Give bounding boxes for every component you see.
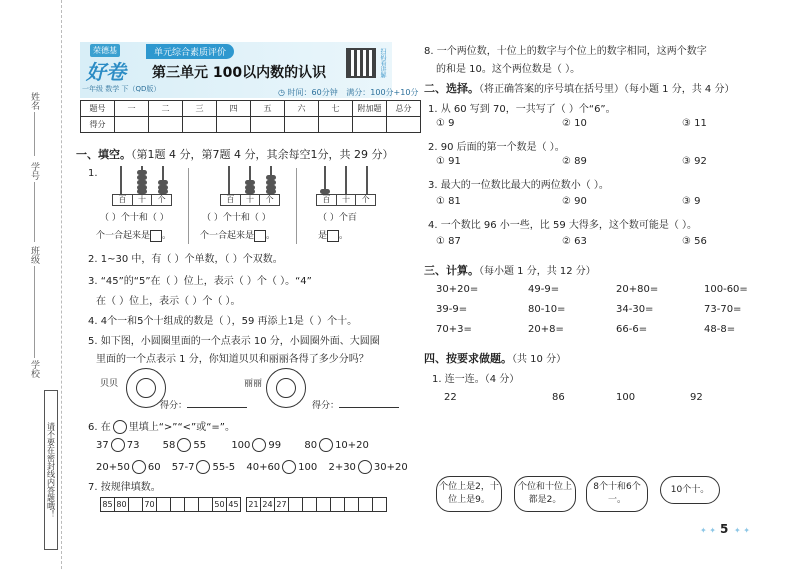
full-score: 满分：100分+10分: [346, 88, 419, 97]
abacus-label: 个: [361, 195, 370, 204]
calc-item[interactable]: 73-70=: [704, 304, 742, 315]
score-cell[interactable]: [149, 117, 183, 133]
table-cell: 七: [319, 101, 353, 117]
answer-box[interactable]: [150, 230, 162, 242]
table-cell: 五: [251, 101, 285, 117]
section-3-note: （每小题 1 分，共 12 分）: [479, 266, 596, 277]
section-2-note: （将正确答案的序号填在括号里）（每小题 1 分，共 4 分）: [479, 84, 735, 95]
abacus-3: [316, 166, 376, 216]
option[interactable]: ③ 56: [682, 236, 707, 247]
qr-code-icon[interactable]: [346, 48, 376, 78]
choice-3: 3. 最大的一位数比最大的两位数小（ ）。: [428, 180, 609, 191]
table-cell: 四: [217, 101, 251, 117]
score-table: [80, 100, 421, 133]
calc-item[interactable]: 34-30=: [616, 304, 654, 315]
score-label-text: 得分：: [312, 401, 340, 411]
table-cell: 总分: [387, 101, 421, 117]
score-cell[interactable]: [319, 117, 353, 133]
link-number[interactable]: 22: [444, 392, 457, 403]
score-cell[interactable]: [285, 117, 319, 133]
seq-cell: 21: [247, 498, 261, 512]
calc-item[interactable]: 70+3=: [436, 324, 472, 335]
sequence-table: [100, 497, 387, 512]
compare-right: 10+20: [335, 440, 369, 451]
table-cell: 题号: [81, 101, 115, 117]
abacus-label: 百: [113, 195, 133, 205]
seal-slogan: 请不要在密封线内答题哦！: [44, 390, 58, 550]
abacus-label: 百: [317, 195, 337, 205]
calc-item[interactable]: 20+8=: [528, 324, 564, 335]
calc-item[interactable]: 30+20=: [436, 284, 479, 295]
page-title: 第三单元 100以内数的认识: [152, 65, 327, 81]
compare-left: 2+30: [328, 462, 356, 473]
q1-number: 1.: [88, 168, 98, 179]
target-inner-lili: [276, 378, 296, 398]
section-4-heading: [424, 350, 566, 366]
label-number: 学号: [29, 162, 39, 180]
section-3-heading: [424, 262, 596, 278]
compare-circle[interactable]: [358, 460, 372, 474]
question-3-line1: 3. “45”的“5”在（ ）位上，表示（ ）个（ ）。“4”: [88, 276, 312, 287]
table-cell: 得分: [81, 117, 115, 133]
q6-text-b: 里填上“>”“<”或“=”。: [128, 422, 235, 433]
person-beibei: 贝贝: [100, 379, 119, 389]
seq-cell[interactable]: [289, 498, 303, 512]
score-cell[interactable]: [251, 117, 285, 133]
calc-item[interactable]: 66-6=: [616, 324, 648, 335]
link-number[interactable]: 100: [616, 392, 636, 403]
seq-cell[interactable]: [185, 498, 199, 512]
abacus-label: 个: [265, 195, 274, 204]
calc-item[interactable]: 48-8=: [704, 324, 736, 335]
q1a-text: 个一合起来是: [96, 231, 151, 241]
seq-cell: 50: [213, 498, 227, 512]
q1c-line2: 是 。: [318, 231, 349, 241]
compare-circle: [113, 420, 127, 434]
question-8-line2: 的和是 10。这个两位数是（ ）。: [436, 64, 581, 75]
underline-name: [34, 112, 35, 156]
table-row: [81, 101, 421, 117]
score-cell[interactable]: [353, 117, 387, 133]
link-number[interactable]: 86: [552, 392, 565, 403]
seq-cell: 70: [143, 498, 157, 512]
compare-left: 40+60: [246, 462, 281, 473]
question-2: 2. 1~30 中，有（ ）个单数，（ ）个双数。: [88, 254, 283, 265]
compare-left: 80: [304, 440, 318, 451]
question-5-line2: 里面的一个点表示 1 分，你知道贝贝和丽丽各得了多少分吗？: [96, 354, 369, 365]
abacus-label: 十: [133, 195, 153, 205]
seq-cell: 45: [227, 498, 241, 512]
link-instruction: 1. 连一连。（4 分）: [432, 374, 520, 385]
section-1-note: （第1题 4 分，第7题 4 分，其余每空1分，共 29 分）: [131, 148, 394, 161]
compare-left: 20+50: [96, 462, 130, 473]
seq-cell[interactable]: [129, 498, 143, 512]
question-5-line1: 5. 如下图，小圆圈里面的一个点表示 10 分，小圆圈外面、大圆圈: [88, 336, 380, 347]
score-label-text: 得分：: [160, 401, 188, 411]
seq-cell[interactable]: [373, 498, 387, 512]
option[interactable]: ① 87: [436, 236, 461, 247]
option[interactable]: ② 63: [562, 236, 587, 247]
option[interactable]: ③ 11: [682, 118, 707, 129]
compare-right: 60: [147, 462, 161, 473]
seq-cell[interactable]: [157, 498, 171, 512]
score-cell[interactable]: [217, 117, 251, 133]
abacus-2: [220, 166, 280, 216]
calc-item[interactable]: 39-9=: [436, 304, 468, 315]
question-8-line1: 8. 一个两位数，十位上的数字与个位上的数字相同，这两个数字: [424, 46, 707, 57]
seq-cell[interactable]: [345, 498, 359, 512]
table-row: [81, 117, 421, 133]
calc-row: [436, 304, 776, 324]
question-3-line2: 在（ ）位上，表示（ ）个（ ）。: [96, 296, 241, 307]
option[interactable]: ② 90: [562, 196, 587, 207]
exam-meta: [278, 87, 418, 98]
divider: [296, 168, 297, 244]
seq-cell[interactable]: [171, 498, 185, 512]
seq-cell: 27: [275, 498, 289, 512]
seq-cell[interactable]: [199, 498, 213, 512]
compare-left: 37: [96, 440, 109, 451]
table-cell: 三: [183, 101, 217, 117]
calc-row: [436, 324, 776, 344]
seq-cell: 24: [261, 498, 275, 512]
choice-1: 1. 从 60 写到 70，一共写了（ ）个“6”。: [428, 104, 616, 115]
link-bubble[interactable]: 个位上是2，十位上是9。: [436, 476, 502, 512]
section-3-title: 三、计算。: [424, 264, 479, 277]
star-icon: ✦ ✦: [734, 526, 750, 535]
choice-2-options: [436, 156, 776, 167]
section-2-title: 二、选择。: [424, 82, 479, 95]
q1b-text: 个一合起来是: [200, 231, 255, 241]
time-limit: 时间：60分钟: [287, 88, 338, 97]
seq-cell[interactable]: [317, 498, 331, 512]
answer-box[interactable]: [327, 230, 339, 242]
compare-circle[interactable]: [252, 438, 266, 452]
compare-right: 30+20: [373, 462, 408, 473]
score-answer-line[interactable]: [339, 407, 399, 408]
abacus-label: 十: [241, 195, 261, 205]
compare-right: 55-5: [212, 462, 236, 473]
calc-item[interactable]: 80-10=: [528, 304, 566, 315]
grade-label: 一年级 数学 下（QD版）: [82, 85, 161, 93]
choice-2: 2. 90 后面的第一个数是（ ）。: [428, 142, 565, 153]
option[interactable]: ① 81: [436, 196, 461, 207]
option[interactable]: ② 10: [562, 118, 587, 129]
q1b-line1: （ ）个十和（ ）: [202, 213, 271, 223]
divider: [188, 168, 189, 244]
compare-right: 73: [126, 440, 140, 451]
compare-circle[interactable]: [111, 438, 125, 452]
score-label-lili: [312, 398, 399, 411]
abacus-label: 百: [221, 195, 241, 205]
answer-box[interactable]: [254, 230, 266, 242]
q1a-line1: （ ）个十和（ ）: [100, 213, 169, 223]
q1c-line1: （ ）个百: [318, 213, 357, 223]
section-4-note: （共 10 分）: [512, 354, 567, 365]
option[interactable]: ② 89: [562, 156, 587, 167]
section-2-heading: [424, 80, 734, 96]
score-label-beibei: [160, 398, 247, 411]
calc-item[interactable]: 49-9=: [528, 284, 560, 295]
link-bubble[interactable]: 8个十和6个一。: [586, 476, 648, 512]
compare-circle[interactable]: [177, 438, 191, 452]
compare-right: 100: [298, 462, 318, 473]
question-7: 7. 按规律填数。: [88, 482, 161, 493]
compare-row-1: [96, 438, 369, 452]
target-inner-beibei: [136, 378, 156, 398]
calc-item[interactable]: 100-60=: [704, 284, 748, 295]
question-6: [88, 418, 235, 434]
compare-row-2: [96, 460, 408, 474]
section-1-title: 一、填空。: [76, 148, 131, 161]
choice-4: 4. 一个数比 96 小一些，比 59 大得多，这个数可能是（ ）。: [428, 220, 698, 231]
section-4-title: 四、按要求做题。: [424, 352, 512, 365]
abacus-1: [112, 166, 172, 216]
table-cell: 六: [285, 101, 319, 117]
option[interactable]: ③ 9: [682, 196, 701, 207]
score-cell[interactable]: [387, 117, 421, 133]
link-number[interactable]: 92: [690, 392, 703, 403]
link-bubble[interactable]: 个位和十位上都是2。: [514, 476, 576, 512]
q1a-line2: 个一合起来是 。: [96, 231, 172, 241]
person-lili: 丽丽: [244, 379, 263, 389]
seq-cell[interactable]: [331, 498, 345, 512]
page-number: 5: [720, 522, 729, 536]
calc-row: [436, 284, 776, 304]
compare-circle[interactable]: [196, 460, 210, 474]
brand-logo-text: 好卷: [86, 60, 126, 84]
calc-grid: [436, 284, 776, 344]
compare-left: 100: [231, 440, 251, 451]
seq-cell[interactable]: [359, 498, 373, 512]
q1b-line2: 个一合起来是 。: [200, 231, 276, 241]
question-4: 4. 4个一和5个十组成的数是（ ），59 再添上1是（ ）个十。: [88, 316, 358, 327]
underline-number: [34, 182, 35, 242]
clock-icon: ◷: [278, 88, 285, 97]
star-icon: ✦ ✦: [700, 526, 716, 535]
link-bubble[interactable]: 10个十。: [660, 476, 720, 504]
seq-cell[interactable]: [303, 498, 317, 512]
evaluation-banner: 单元综合素质评价: [146, 44, 234, 59]
compare-right: 55: [193, 440, 207, 451]
compare-circle[interactable]: [132, 460, 146, 474]
compare-circle[interactable]: [282, 460, 296, 474]
table-cell: 二: [149, 101, 183, 117]
underline-class: [34, 266, 35, 358]
compare-left: 58: [162, 440, 176, 451]
brand-logo: [82, 44, 161, 94]
score-cell[interactable]: [183, 117, 217, 133]
choice-4-options: [436, 236, 776, 247]
label-name: 姓名: [29, 92, 39, 110]
choice-1-options: [436, 118, 776, 129]
label-school: 学校: [29, 360, 39, 378]
abacus-label: 十: [337, 195, 357, 205]
label-class: 班级: [29, 246, 39, 264]
score-cell[interactable]: [115, 117, 149, 133]
table-row: [101, 498, 387, 512]
compare-left: 57-7: [171, 462, 195, 473]
brand-tag: 荣德基: [90, 44, 120, 57]
qr-caption: 扫码看讲解: [379, 48, 386, 78]
option[interactable]: ③ 92: [682, 156, 707, 167]
choice-3-options: [436, 196, 776, 207]
table-cell: 一: [115, 101, 149, 117]
calc-item[interactable]: 20+80=: [616, 284, 659, 295]
q6-text-a: 6. 在: [88, 422, 111, 433]
q1c-text: 是: [318, 231, 328, 241]
score-answer-line[interactable]: [187, 407, 247, 408]
table-cell: 附加题: [353, 101, 387, 117]
seq-cell: 80: [115, 498, 129, 512]
option[interactable]: ① 9: [436, 118, 455, 129]
compare-right: 99: [268, 440, 282, 451]
compare-circle[interactable]: [319, 438, 333, 452]
section-1-heading: [76, 146, 393, 162]
option[interactable]: ① 91: [436, 156, 461, 167]
seq-cell: 85: [101, 498, 115, 512]
abacus-label: 个: [157, 195, 166, 204]
